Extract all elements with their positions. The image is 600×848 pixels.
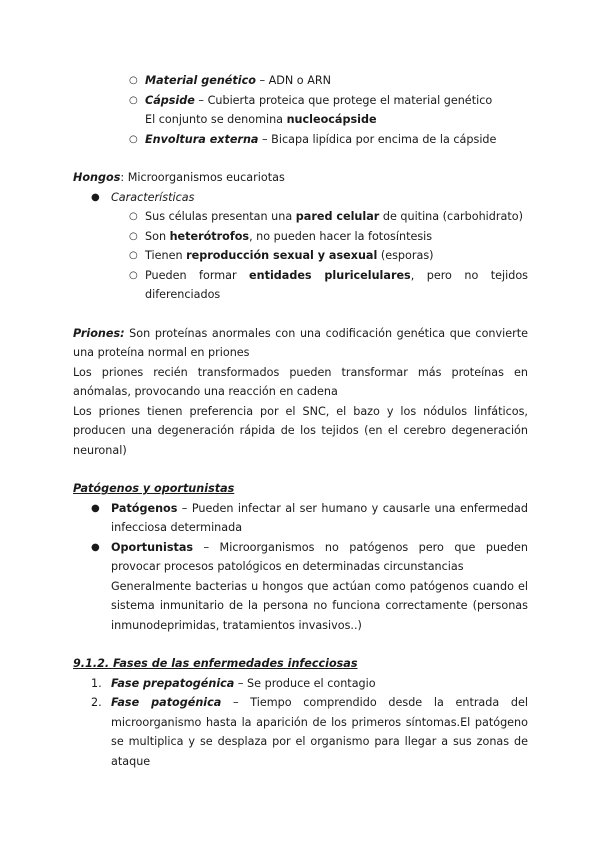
paragraph-text: Los priones recién transformados pueden transformar más proteínas en anómalas, provocando una reacción en cadena (73, 365, 528, 398)
item-number: 2. (91, 696, 102, 709)
text: Tienen (145, 249, 187, 262)
paragraph-text: Los priones tienen preferencia por el SNC, el bazo y los nódulos linfáticos, producen una degeneración rápida de los tejidos (en el cerebro degeneración neuronal) (73, 404, 528, 457)
section-heading: Patógenos y oportunistas (73, 482, 235, 495)
priones-paragraph (73, 363, 528, 402)
text: de quitina (carbohidrato) (379, 210, 523, 223)
term: Patógenos (111, 501, 178, 515)
list-item (73, 130, 528, 150)
sub-heading: Características (111, 190, 195, 204)
section-patogenos (73, 479, 528, 499)
text: (esporas) (377, 249, 434, 262)
term: Material genético (145, 74, 256, 87)
term: Oportunistas (111, 540, 194, 554)
text: Pueden formar (145, 268, 250, 282)
document-page (73, 71, 528, 771)
section-heading: Priones: (73, 326, 125, 340)
section-fases (73, 654, 528, 674)
list-item (73, 674, 528, 694)
definition: – Microorganismos no patógenos pero que pueden provocar procesos patológicos en determinadas circunstancias (111, 540, 528, 573)
definition: – Se produce el contagio (234, 676, 376, 690)
list-item-continuation (73, 110, 528, 130)
list-item (73, 693, 528, 771)
section-hongos (73, 168, 528, 188)
list-item (73, 91, 528, 111)
disc-bullet-icon: ● (91, 502, 100, 514)
term: Fase prepatogénica (111, 676, 235, 690)
list-item (73, 246, 528, 266)
circle-bullet-icon: ○ (129, 133, 138, 145)
circle-bullet-icon: ○ (129, 94, 138, 106)
bold-term: pared celular (295, 210, 380, 223)
definition: – Cubierta proteica que protege el material genético (194, 93, 493, 107)
list-item (73, 71, 528, 91)
list-item (73, 538, 528, 577)
paragraph-text: Son proteínas anormales con una codificación genética que convierte una proteína normal en priones (73, 326, 528, 359)
section-intro: : Microorganismos eucariotas (120, 171, 285, 184)
note: Generalmente bacterias u hongos que actúan como patógenos cuando el sistema inmunitario de la persona no funciona correctamente (personas inmunodeprimidas, tratamientos invasivos..) (111, 579, 528, 632)
list-item (73, 499, 528, 538)
disc-bullet-icon: ● (91, 191, 100, 203)
definition: – ADN o ARN (255, 74, 332, 87)
list-item (73, 227, 528, 247)
note: El conjunto se denomina (145, 113, 287, 126)
text: Son (145, 229, 170, 243)
list-item (73, 266, 528, 305)
list-item (73, 188, 528, 208)
circle-bullet-icon: ○ (129, 250, 138, 261)
term: Fase patogénica (111, 696, 222, 709)
circle-bullet-icon: ○ (129, 75, 138, 86)
term: Envoltura externa (145, 132, 259, 146)
section-heading: Hongos (73, 171, 121, 184)
circle-bullet-icon: ○ (129, 211, 138, 222)
definition: – Bicapa lipídica por encima de la cápside (258, 132, 497, 146)
disc-bullet-icon: ● (91, 541, 100, 553)
definition: – Pueden infectar al ser humano y causarle una enfermedad infecciosa determinada (111, 501, 528, 534)
priones-paragraph (73, 324, 528, 363)
definition: – Tiempo comprendido desde la entrada del microorganismo hasta la aparición de los primeros síntomas.El patógeno se multiplica y se desplaza por el organismo para llegar a sus zonas de ataque (111, 696, 528, 768)
text: , no pueden hacer la fotosíntesis (249, 229, 433, 243)
circle-bullet-icon: ○ (129, 269, 138, 281)
section-heading: 9.1.2. Fases de las enfermedades infecciosas (73, 657, 358, 670)
bold-term: reproducción sexual y asexual (186, 249, 378, 262)
bold-term: heterótrofos (169, 229, 250, 243)
term: Cápside (145, 93, 195, 107)
bold-term: nucleocápside (286, 113, 377, 126)
text: , pero no tejidos diferenciados (145, 268, 529, 301)
list-item-continuation (73, 577, 528, 636)
list-item (73, 207, 528, 227)
item-number: 1. (91, 676, 102, 690)
bold-term: entidades pluricelulares (249, 268, 411, 282)
circle-bullet-icon: ○ (129, 230, 138, 242)
priones-paragraph (73, 402, 528, 461)
text: Sus células presentan una (145, 210, 296, 223)
